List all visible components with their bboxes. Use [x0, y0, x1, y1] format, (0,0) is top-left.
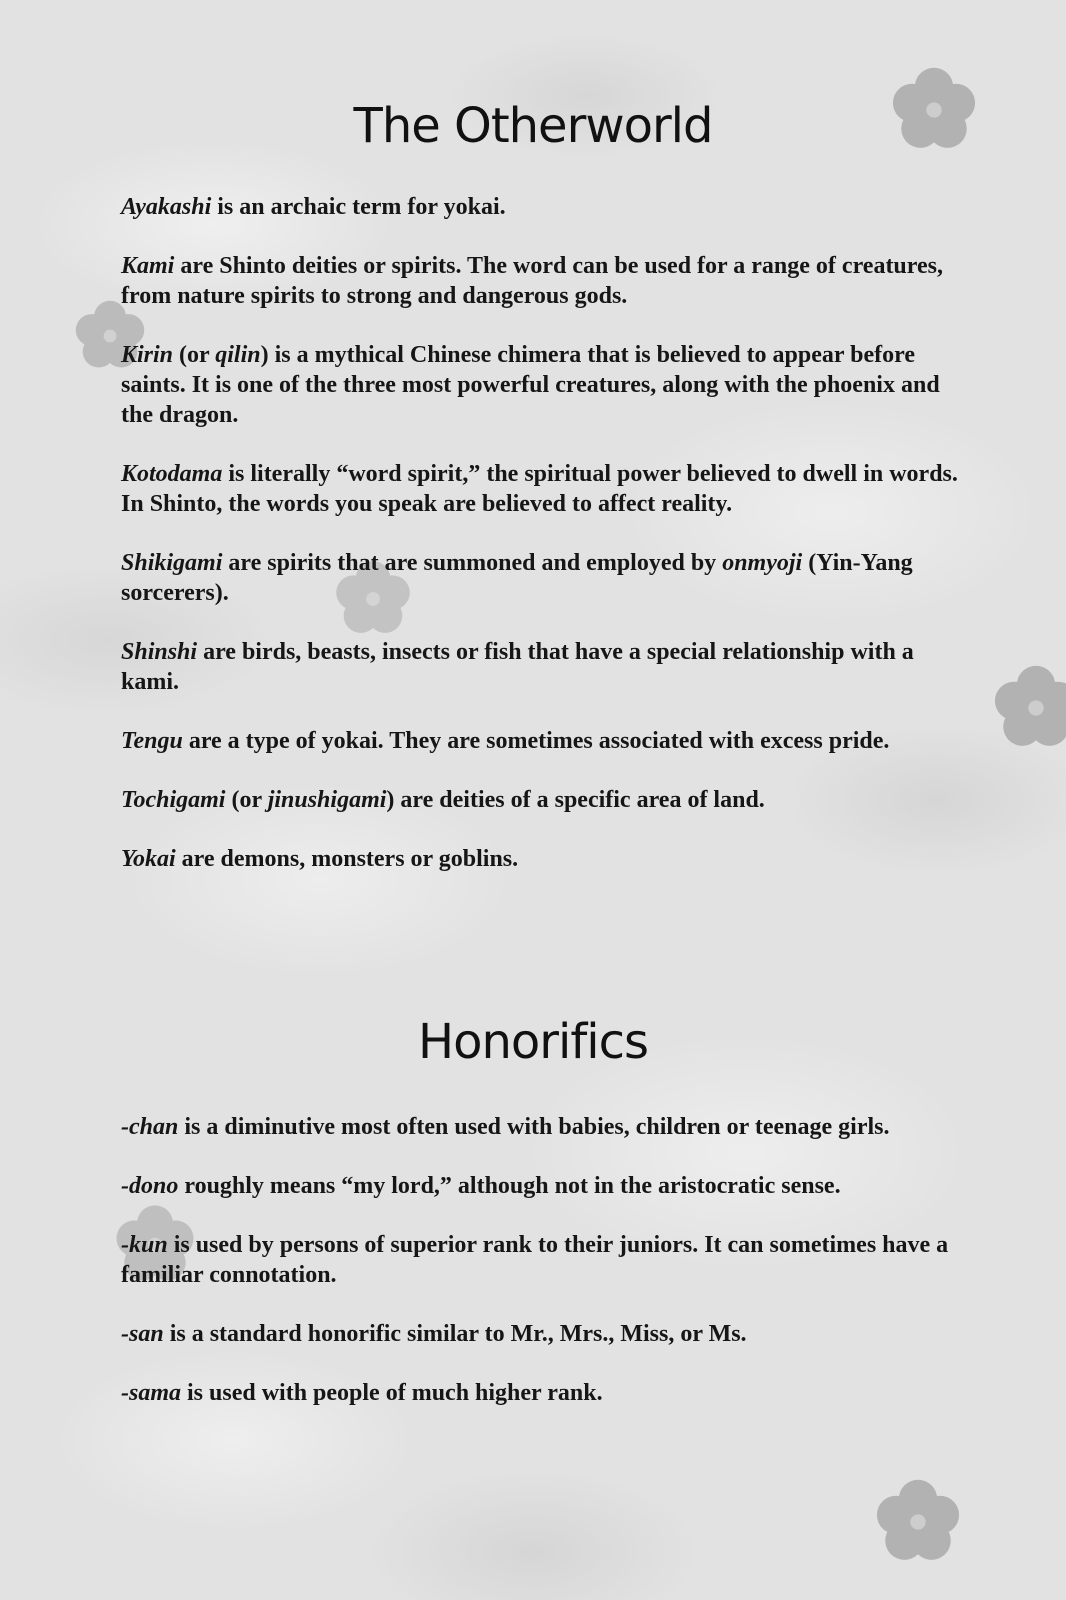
- entry-definition: is used by persons of superior rank to their juniors. It can sometimes have a familiar connotation.: [121, 1232, 949, 1288]
- section-title-honorifics: Honorifics: [418, 1014, 648, 1070]
- glossary-entry-tengu: [121, 726, 971, 756]
- entry-term: Kirin: [121, 342, 174, 368]
- entry-term-alt: onmyoji: [722, 550, 803, 576]
- entry-term: Yokai: [121, 846, 176, 872]
- glossary-entry-kun: [121, 1230, 971, 1290]
- entry-definition: is literally “word spirit,” the spiritual power believed to dwell in words. In Shinto, the words you speak are believed to affect reality.: [121, 461, 958, 517]
- glossary-list-honorifics: [121, 1112, 971, 1437]
- entry-term-alt: qilin: [215, 342, 261, 368]
- entry-definition: is used with people of much higher rank.: [181, 1380, 603, 1406]
- entry-definition: roughly means “my lord,” although not in the aristocratic sense.: [178, 1173, 841, 1199]
- entry-term: -chan: [121, 1114, 179, 1140]
- entry-definition: (or: [173, 342, 216, 368]
- glossary-entry-san: [121, 1319, 971, 1349]
- entry-term: Kami: [121, 253, 175, 279]
- plum-blossom-icon: [988, 660, 1066, 756]
- entry-definition: is a diminutive most often used with babies, children or teenage girls.: [178, 1114, 890, 1140]
- glossary-entry-kotodama: [121, 459, 971, 519]
- entry-term: Ayakashi: [121, 194, 212, 220]
- entry-definition: is a standard honorific similar to Mr., Mrs., Miss, or Ms.: [163, 1321, 747, 1347]
- glossary-entry-chan: [121, 1112, 971, 1142]
- entry-term: Tengu: [121, 728, 183, 754]
- plum-blossom-icon: [870, 1474, 966, 1570]
- entry-term: Shikigami: [121, 550, 223, 576]
- entry-definition-cont: (Yin-Yang sorcerers).: [121, 550, 913, 606]
- entry-definition: (or: [225, 787, 268, 813]
- entry-term: Kotodama: [121, 461, 223, 487]
- entry-definition: are a type of yokai. They are sometimes associated with excess pride.: [182, 728, 890, 754]
- glossary-entry-shinshi: [121, 637, 971, 697]
- entry-term: -dono: [121, 1173, 179, 1199]
- glossary-list-otherworld: [121, 192, 971, 903]
- glossary-entry-sama: [121, 1378, 971, 1408]
- entry-definition: are Shinto deities or spirits. The word can be used for a range of creatures, from nature spirits to strong and dangerous gods.: [121, 253, 943, 309]
- entry-term: -sama: [121, 1380, 181, 1406]
- glossary-entry-ayakashi: [121, 192, 971, 222]
- glossary-entry-tochigami: [121, 785, 971, 815]
- entry-term: -kun: [121, 1232, 168, 1258]
- glossary-entry-yokai: [121, 844, 971, 874]
- glossary-entry-shikigami: [121, 548, 971, 608]
- entry-term-alt: jinushigami: [267, 787, 387, 813]
- entry-term: Shinshi: [121, 639, 198, 665]
- entry-definition: are demons, monsters or goblins.: [175, 846, 519, 872]
- glossary-entry-kami: [121, 251, 971, 311]
- entry-definition: are birds, beasts, insects or fish that have a special relationship with a kami.: [121, 639, 914, 695]
- entry-definition-cont: ) is a mythical Chinese chimera that is believed to appear before saints. It is one of the three most powerful creatures, along with the phoenix and the dragon.: [121, 342, 940, 428]
- entry-definition: is an archaic term for yokai.: [211, 194, 506, 220]
- glossary-entry-dono: [121, 1171, 971, 1201]
- glossary-entry-kirin: [121, 340, 971, 430]
- entry-term: Tochigami: [121, 787, 226, 813]
- entry-definition: are spirits that are summoned and employed by: [222, 550, 723, 576]
- section-title-otherworld: The Otherworld: [353, 98, 713, 154]
- entry-definition-cont: ) are deities of a specific area of land.: [386, 787, 765, 813]
- entry-term: -san: [121, 1321, 164, 1347]
